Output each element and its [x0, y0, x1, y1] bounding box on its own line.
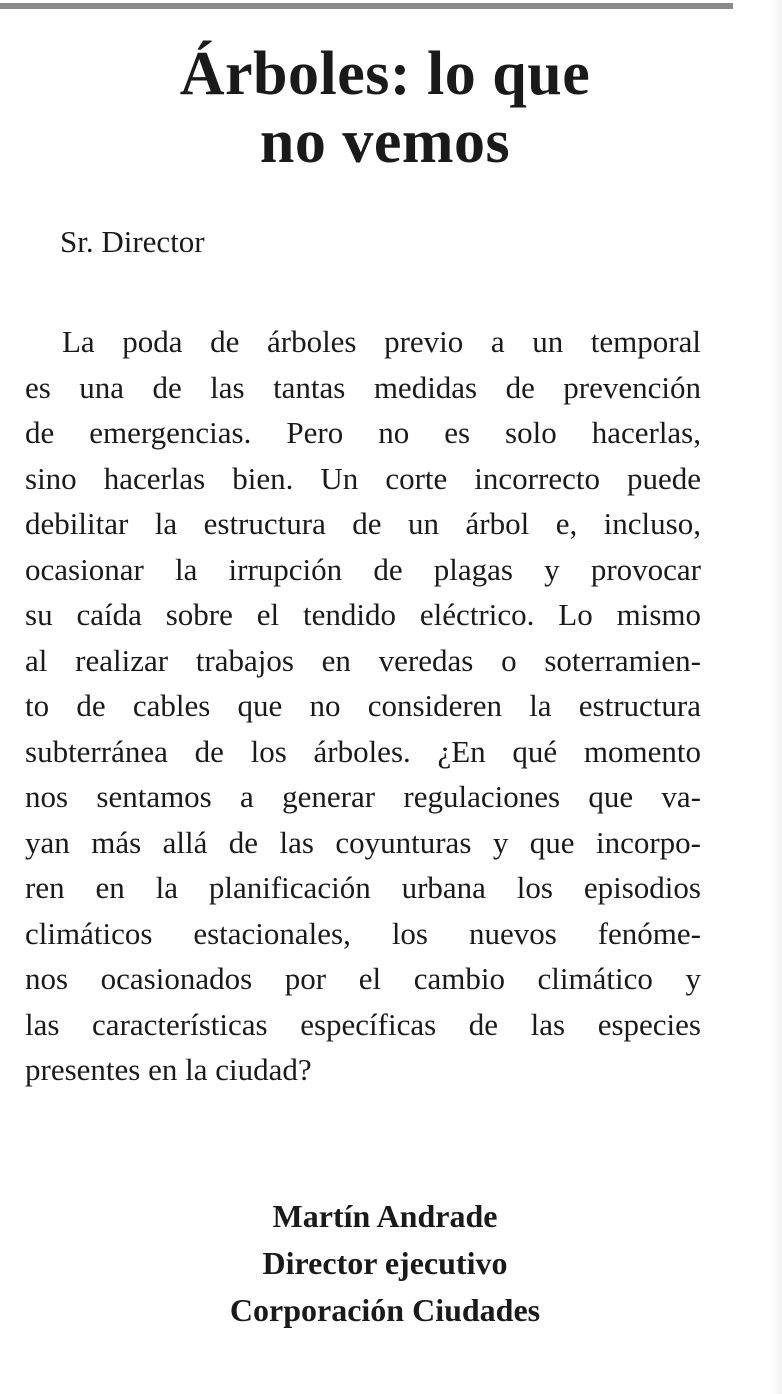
body-line: subterránea de los árboles. ¿En qué momento — [25, 733, 701, 769]
headline — [0, 40, 770, 176]
salutation: Sr. Director — [60, 224, 205, 259]
body-line: debilitar la estructura de un árbol e, incluso, — [25, 506, 701, 541]
body-line: presentes en la ciudad? — [25, 1052, 312, 1087]
body-line: las características específicas de las especies — [25, 1006, 701, 1042]
body-line: de emergencias. Pero no es solo hacerlas, — [25, 415, 701, 450]
signature-organization: Corporación Ciudades — [229, 1292, 541, 1328]
body-line: es una de las tantas medidas de prevención — [25, 369, 701, 405]
body-line: al realizar trabajos en veredas o soterramien- — [25, 642, 701, 678]
top-rule — [0, 3, 733, 9]
body-line: nos ocasionados por el cambio climático y — [25, 961, 701, 996]
signature-name: Martín Andrade — [272, 1198, 498, 1234]
page-edge — [770, 0, 782, 1394]
body-line: su caída sobre el tendido eléctrico. Lo mismo — [25, 597, 701, 632]
body-line: yan más allá de las coyunturas y que incorpo- — [25, 824, 701, 860]
body-line: climáticos estacionales, los nuevos fenóme- — [25, 915, 701, 951]
body-line: sino hacerlas bien. Un corte incorrecto puede — [25, 460, 701, 496]
body-line: La poda de árboles previo a un temporal — [62, 324, 701, 359]
body-line: nos sentamos a generar regulaciones que va- — [25, 779, 701, 814]
headline-line: no vemos — [259, 108, 511, 176]
body-line: to de cables que no consideren la estructura — [25, 688, 701, 723]
body-line: ren en la planificación urbana los episodios — [25, 870, 701, 905]
headline-line: Árboles: lo que — [179, 40, 591, 108]
signature-block — [0, 1193, 770, 1334]
letter-body — [25, 319, 701, 1093]
body-line: ocasionar la irrupción de plagas y provocar — [25, 551, 701, 587]
signature-title: Director ejecutivo — [262, 1245, 508, 1281]
